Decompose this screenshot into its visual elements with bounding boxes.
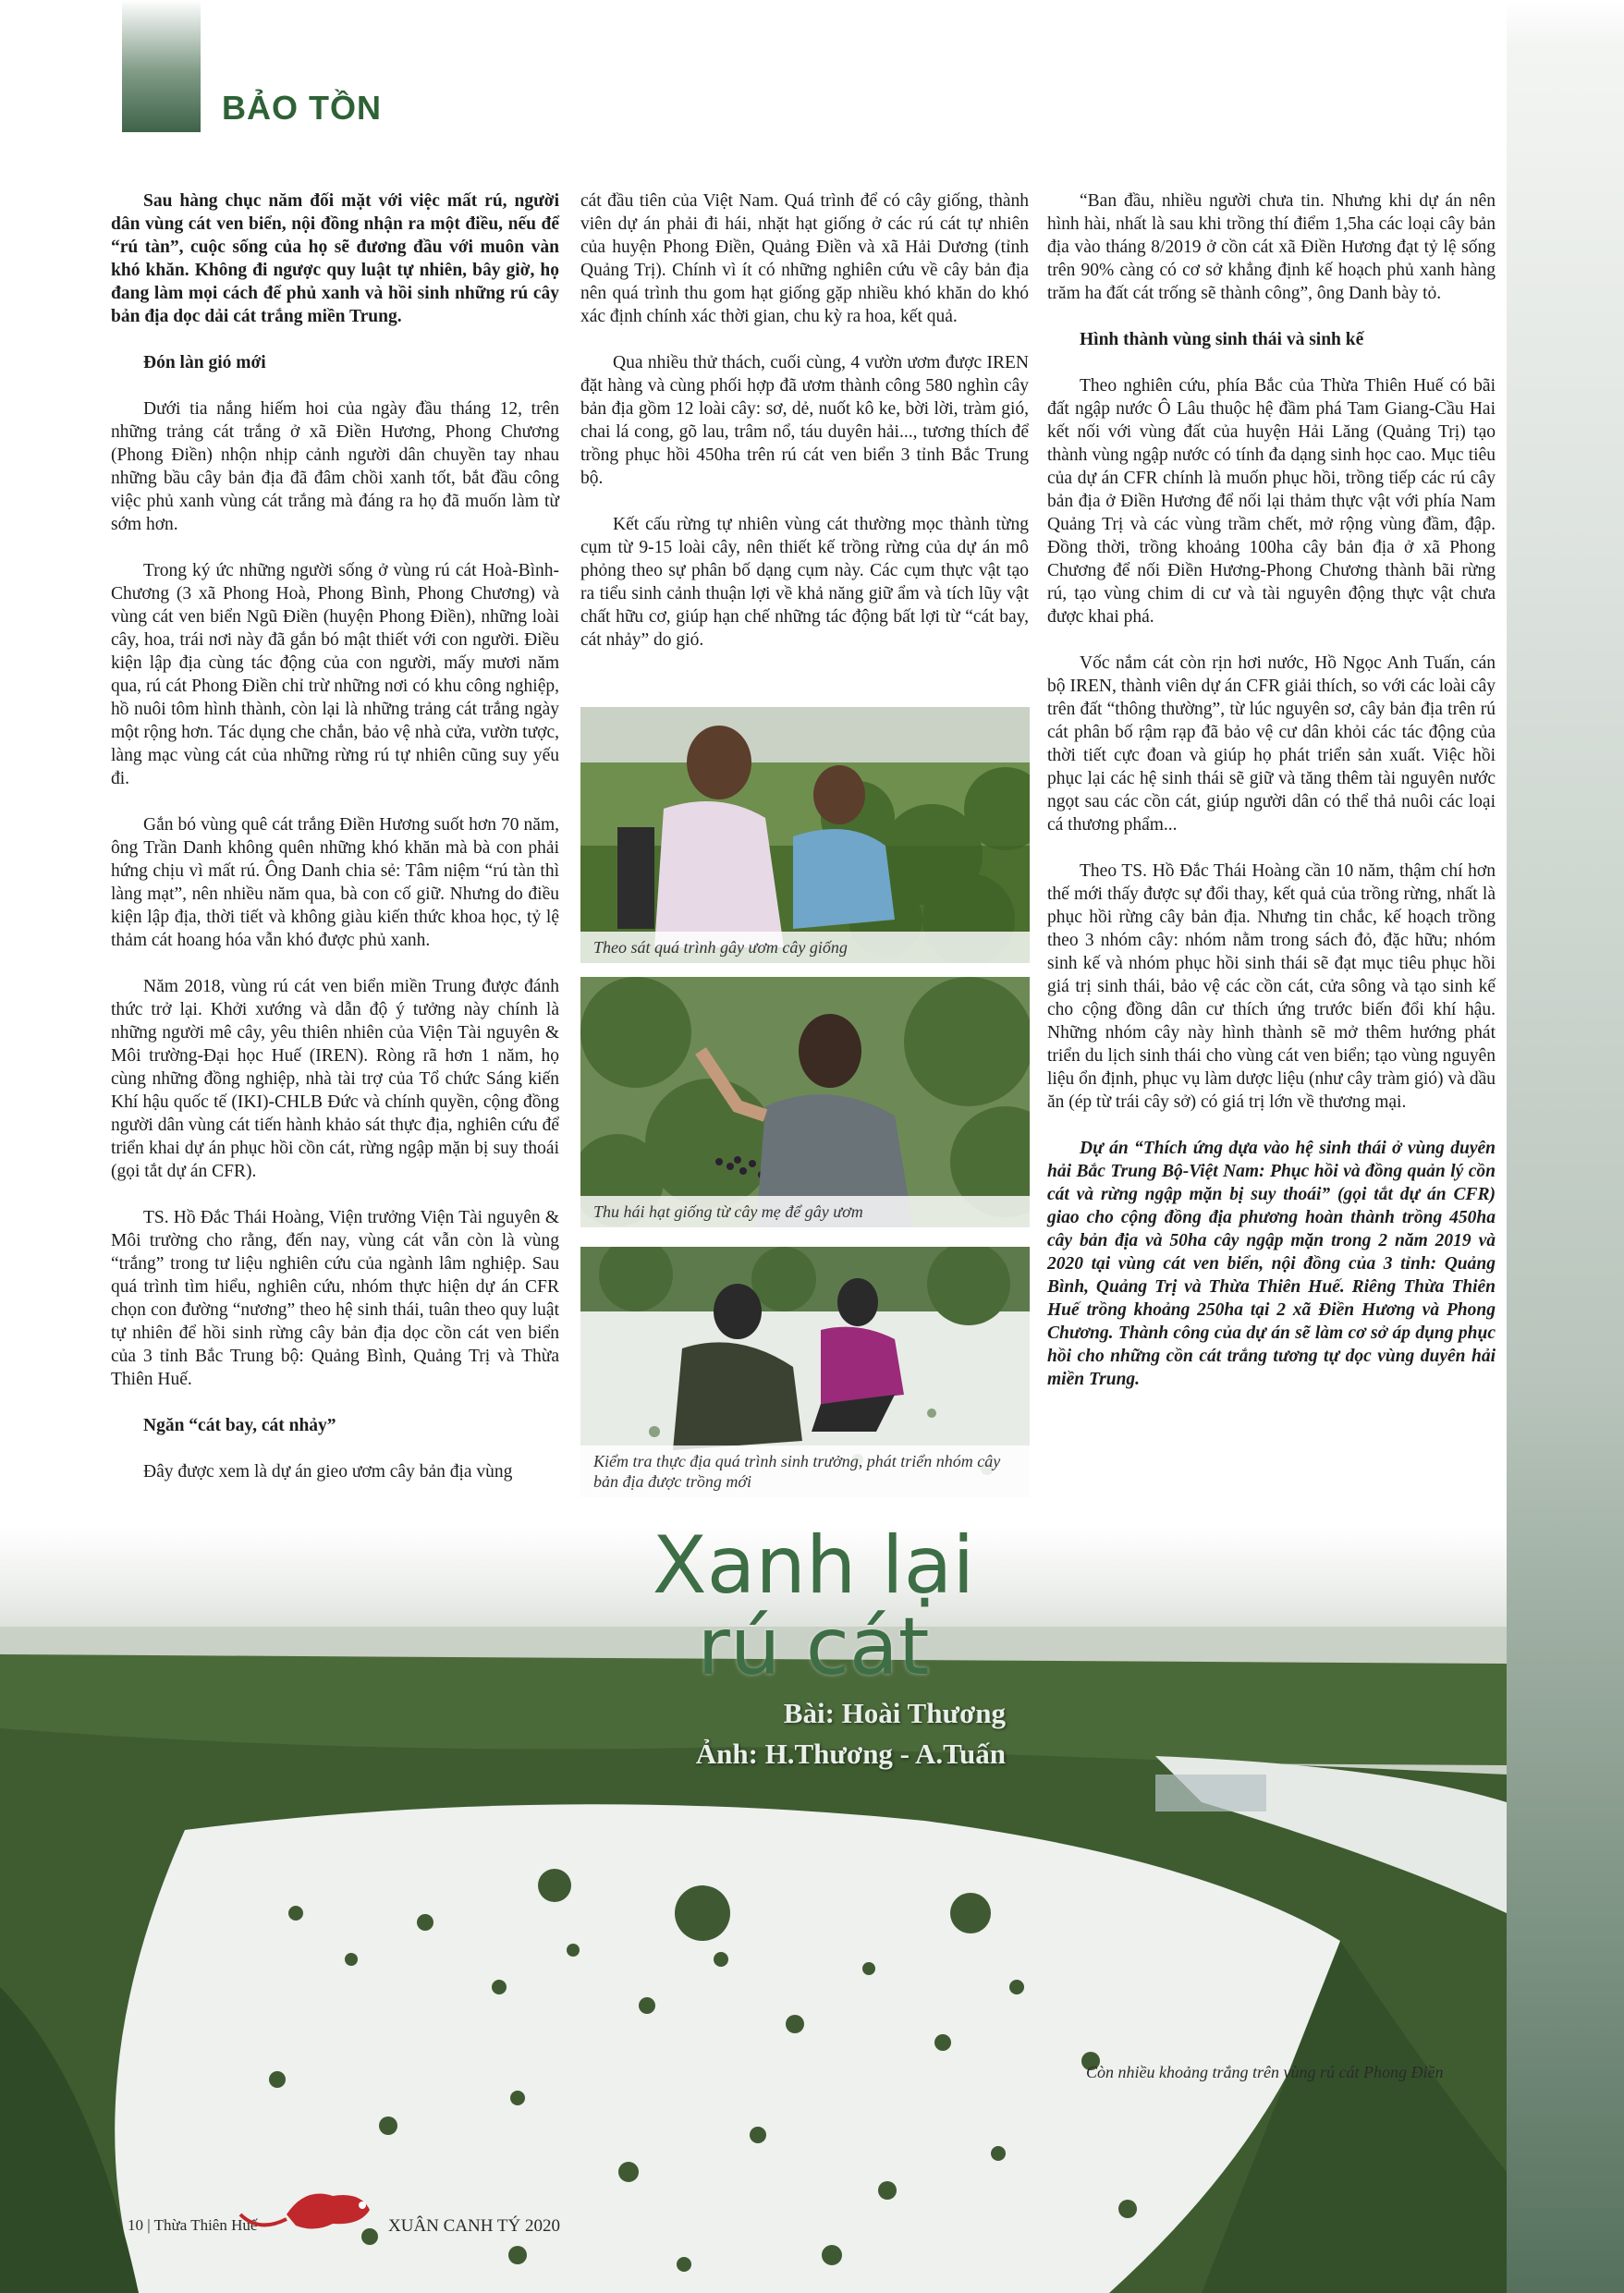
photo-field-inspection <box>580 1247 1030 1497</box>
paragraph: “Ban đầu, nhiều người chưa tin. Nhưng khi dự án nên hình hài, nhất là sau khi trồng thí điểm 1,5ha các loại cây bản địa vào tháng 8/2019 ở cồn cát xã Điền Hương đạt tỷ lệ sống trên 90% càng có cơ sở khẳng định kế hoạch phủ xanh hàng trăm ha đất cát trống sẽ thành công”, ông Danh bày tỏ. <box>1047 191 1496 303</box>
header-accent-bar <box>122 0 201 132</box>
paragraph: Trong ký ức những người sống ở vùng rú cát Hoà-Bình-Chương (3 xã Phong Hoà, Phong Bình, Phong Chương) và vùng cát ven biển Ngũ Điền (huyện Phong Điền), những loài cây, hoa, trái nơi này đã gắn bó mật thiết với con người. Điều kiện lập địa cùng tác động của con người, mấy mươi năm qua, rú cát Phong Điền chỉ trừ những nơi có khu công nghiệp, hồ nuôi tôm hình thành, còn lại là những trảng cát trắng ngày một rộng hơn. Tác dụng che chắn, bảo vệ nhà cửa, vườn tược, làng mạc vùng cát của những rừng rú tự nhiên cũng suy yếu đi. <box>111 561 559 788</box>
article-column-1 <box>111 189 559 1506</box>
paragraph: Dưới tia nắng hiếm hoi của ngày đầu tháng 12, trên những trảng cát trắng ở xã Điền Hương, Phong Chương (Phong Điền) nhộn nhịp cảnh người dân chuyền tay nhau những bầu cây bản địa đã đâm chồi xanh tốt, bắt đầu công việc phủ xanh vùng cát trắng mà đáng ra họ đã muốn làm từ sớm hơn. <box>111 399 559 534</box>
article-headline <box>647 1519 980 1693</box>
subheading: Ngăn “cát bay, cát nhảy” <box>143 1416 336 1435</box>
magazine-name: Thừa Thiên Huế <box>153 2216 258 2234</box>
paragraph: Kết cấu rừng tự nhiên vùng cát thường mọc thành từng cụm từ 9-15 loài cây, nên thiết kế trồng rừng của dự án mô phỏng theo sự phân bố dạng cụm này. Các cụm thực vật tạo ra tiểu sinh cảnh thuận lợi về khả năng giữ ẩm và tích lũy vật chất hữu cơ, giúp hạn chế những tác động bất lợi từ “cát bay, cát nhảy” do gió. <box>580 515 1029 650</box>
photo-caption: Thu hái hạt giống từ cây mẹ để gây ươm <box>580 1196 1030 1227</box>
paragraph: TS. Hồ Đắc Thái Hoàng, Viện trưởng Viện Tài nguyên & Môi trường cho rằng, đến nay, vùng cát vẫn còn là vùng “trắng” trong tư liệu nghiên cứu của ngành lâm nghiệp. Sau quá trình tìm hiểu, nghiên cứu, nhóm thực hiện dự án CFR chọn con đường “nương” theo hệ sinh thái, tuân theo quy luật tự nhiên để hồi sinh rừng cây bản địa dọc cồn cát ven biển của 3 tỉnh Bắc Trung bộ: Quảng Bình, Quảng Trị và Thừa Thiên Huế. <box>111 1208 559 1389</box>
byline-photo-credit: Ảnh: H.Thương - A.Tuấn <box>695 1738 1006 1770</box>
paragraph: Theo TS. Hồ Đắc Thái Hoàng cần 10 năm, thậm chí hơn thế mới thấy được sự đổi thay, kết quả của trồng rừng, nhất là phục hồi rừng cây bản địa. Nhưng tin chắc, kế hoạch trồng theo 3 nhóm cây: nhóm nằm trong sách đỏ, đặc hữu; nhóm sinh kế và nhóm phục hồi sinh thái sẽ đạt mục tiêu phục hồi giá trị sinh thái, bảo vệ các cồn cát, cửa sông và tạo sinh kế cho cộng đồng dân cư thích ứng trước biến đổi khí hậu. Những nhóm cây này hình thành sẽ mở thêm hướng phát triển du lịch sinh thái cho vùng cát ven biển; tạo vùng nguyên liệu ổn định, phục vụ làm dược liệu (như cây tràm gió) và dầu ăn (ép từ trái cây sở) có giá trị lớn về thương mại. <box>1047 861 1496 1112</box>
paragraph: Năm 2018, vùng rú cát ven biển miền Trung được đánh thức trở lại. Khởi xướng và dẫn độ ý tưởng này chính là những người mê cây, yêu thiên nhiên của Viện Tài nguyên & Môi trường-Đại học Huế (IREN). Ròng rã hơn 1 năm, họ cùng những đồng nghiệp, nhà tài trợ của Tổ chức Sáng kiến Khí hậu quốc tế (IKI)-CHLB Đức và chính quyền, cộng đồng người dân vùng cát tiến hành khảo sát thực địa, nghiên cứu để triển khai dự án phục hồi cồn cát, rừng ngập mặn bị suy thoái (gọi tắt dự án CFR). <box>111 977 559 1181</box>
article-column-3 <box>1047 189 1496 1414</box>
article-lead: Sau hàng chục năm đối mặt với việc mất rú, người dân vùng cát ven biển, nội đồng nhận ra một điều, nếu để “rú tàn”, cuộc sống của họ sẽ đương đầu với muôn vàn khó khăn. Không đi ngược quy luật tự nhiên, bây giờ, họ đang làm mọi cách để phủ xanh và hồi sinh những rú cây bản địa dọc dải cát trắng miền Trung. <box>111 191 559 326</box>
paragraph: Gắn bó vùng quê cát trắng Điền Hương suốt hơn 70 năm, ông Trần Danh không quên những khó khăn mà bà con phải hứng chịu vì mất rú. Ông Danh chia sẻ: Tâm niệm “rú tàn thì làng mạt”, nên nhiều năm qua, bà con cố giữ. Nhưng do điều kiện lập địa, thời tiết và không giàu kiến thức khoa học, tỷ lệ thảm cát hoang hóa vẫn khó được phủ xanh. <box>111 815 559 950</box>
photo-caption: Kiểm tra thực địa quá trình sinh trưởng, phát triển nhóm cây bản địa được trồng mới <box>580 1445 1030 1497</box>
photo-seedling-nursery <box>580 707 1030 963</box>
article-byline <box>617 1693 1006 1775</box>
paragraph: Theo nghiên cứu, phía Bắc của Thừa Thiên Huế có bãi đất ngập nước Ô Lâu thuộc hệ đầm phá Tam Giang-Cầu Hai kết nối với vùng đất của huyện Hải Lăng (Quảng Trị) tạo thành vùng ngập nước có tính đa dạng sinh học cao. Mục tiêu của dự án CFR chính là muốn phục hồi, trồng tiếp các rú cây bản địa ở Điền Hương để nối lại thảm thực vật với phía Nam Quảng Trị và các vùng trầm chết, mở rộng vùng đầm, đập. Đồng thời, trồng khoảng 100ha cây bản địa ở xã Phong Chương để nối Điền Hương-Phong Chương thành bãi rừng rú, tạo vùng chim di cư và tài nguyên động thực vật chưa được khai phá. <box>1047 376 1496 627</box>
section-title: BẢO TỒN <box>222 89 382 127</box>
project-info-box: Dự án “Thích ứng dựa vào hệ sinh thái ở vùng duyên hải Bắc Trung Bộ-Việt Nam: Phục hồi và đồng quản lý cồn cát và rừng ngập mặn bị suy thoái” (gọi tắt dự án CFR) giao cho cộng đồng địa phương hoàn thành trồng 450ha cây bản địa và 50ha cây ngập mặn trong 2 năm 2019 và 2020 tại vùng cát ven biển, nội đồng của 3 tỉnh: Quảng Bình, Quảng Trị và Thừa Thiên Huế. Riêng Thừa Thiên Huế trồng khoảng 250ha tại 2 xã Điền Hương và Phong Chương. Thành công của dự án sẽ làm cơ sở áp dụng phục hồi cho những cồn cát trắng tương tự dọc vùng duyên hải miền Trung. <box>1047 1139 1496 1389</box>
page-footer: 10 | Thừa Thiên Huế XUÂN CANH TÝ 2020 <box>128 2216 560 2236</box>
photo-caption: Theo sát quá trình gây ươm cây giống <box>580 932 1030 963</box>
article-column-2 <box>580 189 1029 675</box>
paragraph: Qua nhiều thử thách, cuối cùng, 4 vườn ươm được IREN đặt hàng và cùng phối hợp đã ươm thành công 580 nghìn cây bản địa gồm 12 loài cây: sơ, dẻ, nuốt kô ke, bời lời, tràm gió, chai lá cong, gõ lau, trâm nổ, táu duyên hải..., tương thích để trồng phục hồi 450ha trên rú cát ven biển 3 tỉnh Bắc Trung bộ. <box>580 353 1029 488</box>
photo-seed-collection <box>580 977 1030 1227</box>
headline-line-2: rú cát <box>697 1601 930 1693</box>
paragraph: cát đầu tiên của Việt Nam. Quá trình để có cây giống, thành viên dự án phải đi hái, nhặt hạt giống ở các rú cát tự nhiên của huyện Phong Điền, Quảng Điền và xã Hải Dương (tỉnh Quảng Trị). Chính vì ít có những nghiên cứu về cây bản địa nên quá trình thu gom hạt giống gặp nhiều khó khăn do khó xác định chính xác thời gian, chu kỳ ra hoa, kết quả. <box>580 191 1029 326</box>
decorative-side-band <box>1507 0 1624 2293</box>
subheading: Hình thành vùng sinh thái và sinh kế <box>1080 330 1364 349</box>
subheading: Đón làn gió mới <box>143 353 266 372</box>
page-number: 10 <box>128 2216 143 2234</box>
paragraph: Vốc nắm cát còn rịn hơi nước, Hồ Ngọc Anh Tuấn, cán bộ IREN, thành viên dự án CFR giải thích, so với các loài cây trên đất “thông thường”, từ lúc nguyên sơ, cây bản địa trên rú cát phân bố rậm rạp đã bảo vệ cư dân khỏi các tác động của thời tiết cực đoan và giúp họ phát triển sản xuất. Việc hồi phục lại các hệ sinh thái sẽ giữ và tăng thêm tài nguyên nước ngọt sau các cồn cát, giúp người dân có thể thả nuôi các loại cá thương phẩm... <box>1047 653 1496 835</box>
byline-author: Bài: Hoài Thương <box>783 1697 1006 1729</box>
paragraph: Đây được xem là dự án gieo ươm cây bản địa vùng <box>143 1462 513 1482</box>
rat-mascot-icon <box>148 2168 388 2242</box>
aerial-photo-caption: Còn nhiều khoảng trắng trên vùng rú cát Phong Điền <box>1086 2063 1444 2081</box>
issue-label: XUÂN CANH TÝ 2020 <box>388 2216 560 2236</box>
headline-line-1: Xanh lại <box>652 1519 975 1612</box>
